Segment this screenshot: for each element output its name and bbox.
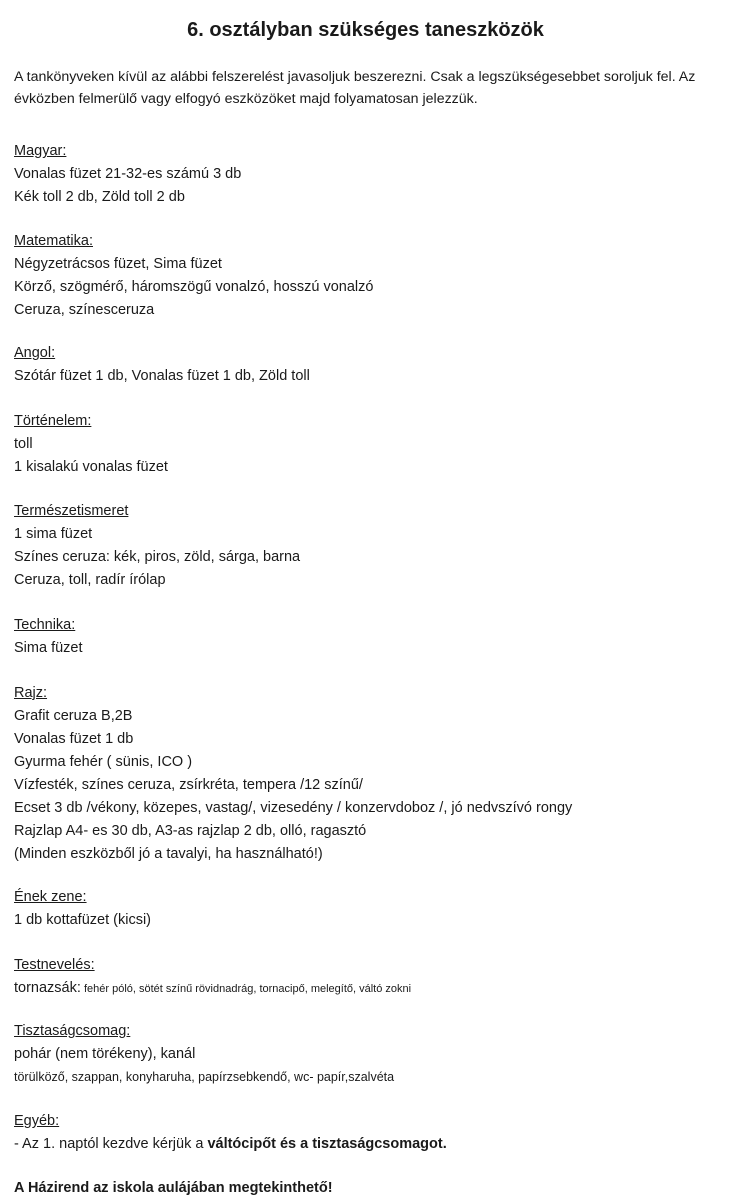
section-heading: Technika: xyxy=(14,617,76,633)
list-item-detail: fehér póló, sötét színű rövidnadrág, tornacipő, melegítő, váltó zokni xyxy=(80,983,412,995)
section-tisztasagcsomag xyxy=(14,1020,719,1089)
section-heading: Egyéb: xyxy=(14,1113,60,1129)
list-item: Színes ceruza: kék, piros, zöld, sárga, barna xyxy=(14,549,301,565)
section-heading: Történelem: xyxy=(14,413,92,429)
footer-note: A Házirend az iskola aulájában megtekinthető! xyxy=(14,1180,333,1196)
list-item-text: - Az 1. naptól kezdve kérjük a xyxy=(14,1136,208,1152)
list-item-label: tornazsák: xyxy=(14,980,81,996)
list-item: Grafit ceruza B,2B xyxy=(14,708,133,724)
section-heading: Matematika: xyxy=(14,233,93,249)
list-item: pohár (nem törékeny), kanál xyxy=(14,1046,196,1062)
list-item: Kék toll 2 db, Zöld toll 2 db xyxy=(14,189,185,205)
list-item: 1 kisalakú vonalas füzet xyxy=(14,459,168,475)
list-item xyxy=(14,1133,719,1156)
list-item: 1 db kottafüzet (kicsi) xyxy=(14,912,151,928)
list-item: Körző, szögmérő, háromszögű vonalzó, hosszú vonalzó xyxy=(14,279,374,295)
list-item: Sima füzet xyxy=(14,640,83,656)
list-item: Ceruza, színesceruza xyxy=(14,302,155,318)
section-heading: Angol: xyxy=(14,345,56,361)
list-item: Négyzetrácsos füzet, Sima füzet xyxy=(14,256,222,272)
list-item: Rajzlap A4- es 30 db, A3-as rajzlap 2 db, olló, ragasztó xyxy=(14,823,367,839)
list-item: Ecset 3 db /vékony, közepes, vastag/, vizesedény / konzervdoboz /, jó nedvszívó rongy xyxy=(14,800,573,816)
section-heading: Magyar: xyxy=(14,143,67,159)
list-item: Szótár füzet 1 db, Vonalas füzet 1 db, Zöld toll xyxy=(14,368,310,384)
section-enek-zene xyxy=(14,886,719,932)
list-item: Gyurma fehér ( sünis, ICO ) xyxy=(14,754,193,770)
list-item xyxy=(14,977,719,1001)
section-termeszetismeret xyxy=(14,500,719,592)
list-item: (Minden eszközből jó a tavalyi, ha használható!) xyxy=(14,846,323,862)
section-rajz xyxy=(14,682,719,866)
list-item: Ceruza, toll, radír írólap xyxy=(14,572,166,588)
list-item: toll xyxy=(14,436,33,452)
section-heading: Tisztaságcsomag: xyxy=(14,1023,131,1039)
list-item: törülköző, szappan, konyharuha, papírzsebkendő, wc- papír,szalvéta xyxy=(14,1070,395,1084)
list-item-emphasis: váltócipőt és a tisztaságcsomagot. xyxy=(207,1136,447,1152)
page-title: 6. osztályban szükséges taneszközök xyxy=(187,19,544,41)
list-item: Vonalas füzet 1 db xyxy=(14,731,134,747)
section-matematika xyxy=(14,230,719,322)
section-tortenelem xyxy=(14,410,719,479)
section-heading: Ének zene: xyxy=(14,889,87,905)
section-egyeb xyxy=(14,1110,719,1156)
section-heading: Testnevelés: xyxy=(14,957,95,973)
section-technika xyxy=(14,614,719,660)
list-item: Vízfesték, színes ceruza, zsírkréta, tempera /12 színű/ xyxy=(14,777,363,793)
list-item: Vonalas füzet 21-32-es számú 3 db xyxy=(14,166,242,182)
list-item: 1 sima füzet xyxy=(14,526,93,542)
section-heading: Rajz: xyxy=(14,685,48,701)
section-angol xyxy=(14,342,719,388)
section-testneveles xyxy=(14,954,719,1001)
section-magyar xyxy=(14,140,719,209)
intro-paragraph: A tankönyveken kívül az alábbi felszerelést javasoljuk beszerezni. Csak a legszükségesebbet soroljuk fel. Az évközben felmerülő vagy elfogyó eszközöket majd folyamatosan jelezzük. xyxy=(14,69,696,107)
section-heading: Természetismeret xyxy=(14,503,129,519)
